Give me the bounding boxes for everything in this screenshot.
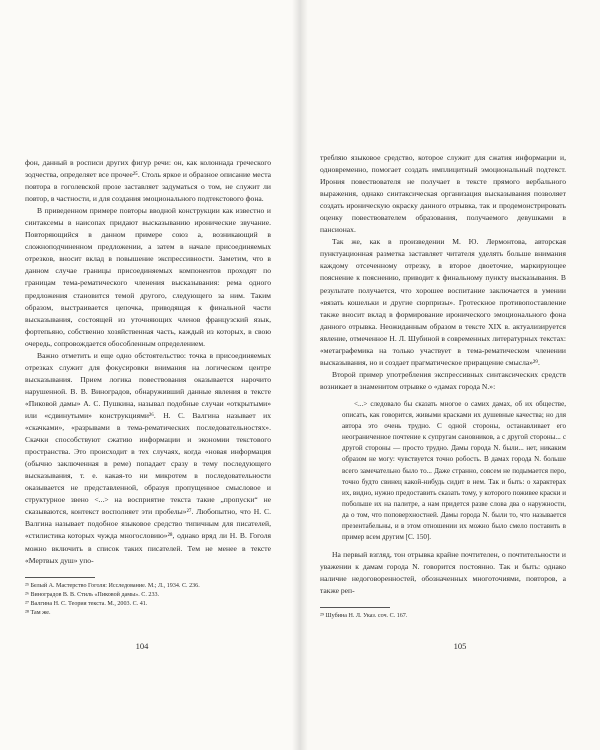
right-paragraph-4: На первый взгляд, тон отрывка крайне почтителен, о почтительности и уважении к дамам города N. говорится постоянно. Так и быть: однако наличие недоговоренностей, обозначенных многоточиями, повторов, а также реп-	[320, 550, 566, 596]
right-paragraph-3: Второй пример употребления экспрессивных синтаксических средств возникает в знаменитом отрывке о «дамах города N.»:	[320, 369, 566, 391]
right-paragraph-2: Так же, как в произведении М. Ю. Лермонтова, авторская пунктуационная разметка заставляет читателя уделять больше внимания каждому отсеченному отрезку, в второе двоеточие, маркирующее пояснение к пояснению, приводит к финальному пункту высказывания. В результате получается, что хорошее воспитание заключается в умении «вязать кошельки и другие сюрпризы». Гротескное противопоставление также вносит вклад в формирование иронического эмоционального фона данного отрывка. Неожиданным образом в тексте XIX в. актуализируется явление, отмеченное Н. Л. Шубиной в современных литературных текстах: «метаграфемика на только участвует в тема-рематическом членении высказывания, но и создает прагматическое приращение смысла»²⁹.	[320, 237, 566, 367]
right-page-text	[320, 152, 566, 621]
page-number-right: 105	[453, 641, 467, 651]
footnote-25: ²⁵ Белый А. Мастерство Гоголя: Исследование. М.; Л., 1934. С. 236.	[25, 582, 200, 589]
footnote-divider	[25, 577, 95, 578]
quote-text: <...> следовало бы сказать многое о самих дамах, об их обществе, описать, как говорится, живыми красками их душевные качества; но для автора это очень трудно. С одной стороны, останавливает его неограниченное почтение к супругам сановников, а с другой стороны... с другой стороны — просто трудно. Дамы города N. были... нет, никаким образом не могу: чувствуется точно робость. В дамах города N. больше всего замечательно было то... Даже странно, совсем не подымается перо, точно будто свинец какой-нибудь сидит в нем. Так и быть: о характерах их, видно, нужно предоставить сказать тому, у которого поживее краски и побольше их на палитре, а нам придется разве слова два о наружности, да о том, что поповерхностней. Дамы города N. были то, что называется презентабельны, и в этом отношении их можно было смело поставить в пример всем другим [С. 150].	[342, 399, 566, 542]
footnote-29: ²⁹ Шубина Н. Л. Указ. соч. С. 167.	[320, 613, 408, 620]
block-quote	[342, 399, 566, 543]
footnote-28: ²⁸ Там же.	[25, 609, 51, 616]
footnote-26: ²⁶ Виноградов В. В. Стиль «Пиковой дамы». С. 233.	[25, 591, 160, 598]
footnote-divider	[320, 607, 390, 608]
page-number-left: 104	[135, 641, 149, 651]
right-paragraph-1: требляю языковое средство, которое служит для сжатия информации и, одновременно, помогает создать имплицитный эмоциональный подтекст. Ирония повествователя не получает в тексте прямого вербального выражения, однако синтаксическая организация высказывания позволяет создать ироническую окраску данного отрывка, так и продемонстрировать оценку повествователем образования, получаемого девушками в пансионах.	[320, 153, 566, 235]
left-paragraph-3: Важно отметить и еще одно обстоятельство: точка в присоединяемых отрезках служит для фокусировки внимания на логическом центре высказывания. Прием логика повествования оказывается нарочито нарушенной. В. В. Виноградов, обнаруживший данные явления в тексте «Пиковой дамы» А. С. Пушкина, называл подобные случаи «открытыми» или «сдвинутыми» конструкциями²⁶. Н. С. Валгина называет их «скачками», «разрывами в тема-рематических последовательностях». Скачки способствуют сжатию информации и экономии текстового пространства. Это происходит в тех случаях, когда «новая информация (обычно заключенная в реме) попадает сразу в тему последующего высказывания, т. е. какая-то ни микротем в последовательности оказывается не представленной, образуя пропущенное смысловое и структурное звено <...> на восприятие текста такие „пропуски“ не сказываются, контекст восполняет эти пробелы»²⁷. Любопытно, что Н. С. Валгина называет подобное языковое средство типичным для писателей, «стилистика которых чужда многословию»²⁸, однако вряд ли Н. В. Гоголя можно включить в список таких писателей. Тем не менее в тексте «Мертвых душ» упо-	[25, 350, 271, 565]
book-gutter-shadow	[292, 0, 308, 750]
right-page	[300, 0, 600, 750]
left-page-text	[25, 157, 271, 618]
left-paragraph-1: фон, данный в росписи других фигур речи: он, как колоннада греческого зодчества, определяет все прочее²⁵. Столь яркое и образное описание места повтора в гоголевской прозе заставляет задуматься о том, не служит ли повтор, в частности, и для создания эмоционального подтекстового фона.	[25, 158, 271, 204]
left-paragraph-2: В приведенном примере повторы вводной конструкции как известно и синтаксемы в наисопах придают высказыванию иронические звучание. Повторяющийся в данном примере союз а, возникающий в сложноподчиненном предложении, а затем в начале присоединяемых отрезков, вносит вклад в повышение экспрессивности. Заметим, что в данном случае границы присоединяемых компонентов проходят по границам тема-рематического членения высказывания: рема одного предложения становится темой другого, следующего за ним. Таким образом, выстраивается цепочка, приводящая к финальной части высказывания, состоящей из уточняющих членов французский язык, фортепьяно, собственно хозяйственная часть, каждый из которых, в свою очередь, сопровождается обособленным определением.	[25, 206, 271, 348]
footnote-27: ²⁷ Валгина Н. С. Теория текста. М., 2003. С. 41.	[25, 600, 148, 607]
